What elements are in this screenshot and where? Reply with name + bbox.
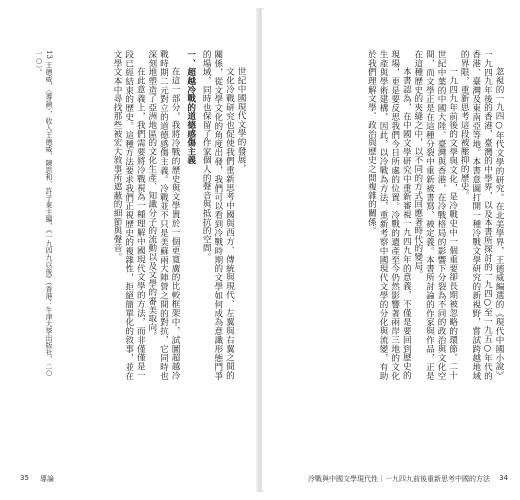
body-paragraph: 在這一部分，我將冷戰的歷史與文學置於一個更寬廣的比較框架中，試圖超越冷戰時期二元對立的道德感傷主義。冷戰並不只是美蘇兩大陣營之間的對抗，它同時也深刻地塑造了亞洲地區的文化生產、知識分子的流動以及文學的審美取向。 <box>146 50 181 380</box>
right-page-body <box>278 50 504 380</box>
footnote-text: 13 王德威，〈導論〉，收入王德威、陳思和、許子東主編，《一九四九以後》（香港：牛津大學出版社，二○一○）。 <box>35 50 53 378</box>
body-paragraph: 本書認為，在中國文學研究中重新審視一九四九年的意義，不僅是要回到歷史的現場，更是要反思我們今日所處的位置。冷戰的遺產至今仍然影響著兩岸三地的文化生產與學術建構，因此，以冷戰為方法，重新考察中國現代文學的分化與流變，有助於我們理解文學、政治與歷史之間複雜的關係。 <box>366 50 412 380</box>
body-paragraph: 世紀中國現代文學的發展， <box>236 67 246 173</box>
running-title: 導論 <box>40 475 54 483</box>
page-number: 35 <box>20 474 29 482</box>
right-page <box>262 10 520 490</box>
page-number: 34 <box>499 474 508 482</box>
body-paragraph: 文化冷戰研究也促使我們重新思考中國與西方、傳統與現代、左翼與右翼之間的關係，從文學文化的角度出發，我們可以看到冷戰時期的文學如何成為意識形態鬥爭的場域，同時也保留了作家個人的聲音與抵抗的空間。 <box>201 50 235 380</box>
body-paragraph: 在此意義上，我們需要將冷戰視為一種理解中國現代文學的方法，而非僅僅是一段已經結束的歷史。這種方法要求我們正視歷史的複雜性，拒絕簡單化的敘事，並在文學文本中尋找那些被宏大敘事所遮蔽的細節與聲音。 <box>112 50 146 380</box>
footnote <box>14 50 54 380</box>
left-page <box>0 10 258 490</box>
body-paragraph: 一九四九年前後的文學與文化，是冷戰史中一個重要卻長期被忽略的環節。二十世紀中葉的中國大陸、臺灣與香港，在冷戰格局的影響下分裂為不同的政治與文化空間，而文學正是在這種分裂中重新被書寫、被定義。本書所討論的作家與作品，正是在這種歷史的夾縫之中，以不同的方式回應著時代的變局。 <box>412 50 458 380</box>
body-paragraph: 忽視的一九四○年代文學的研究。在北美學界，王德威編選的《現代中國小說》一九四九年後的香港，臺灣的中學界，以及本書所探討的一九四○至一九五○年代的香港、臺灣及東南亞等地。本書意圖打開一種冷戰文學研究的新視野，嘗試跨越地域的界限，重新思考這段被壓抑的歷史。 <box>459 50 504 380</box>
section-heading: 一、超越冷戰的道德感傷主義 <box>185 50 196 165</box>
left-page-body <box>60 50 246 380</box>
running-title: 冷戰與中國文學現代性｜一九四九前後重新思考中國的方法 <box>308 475 490 483</box>
